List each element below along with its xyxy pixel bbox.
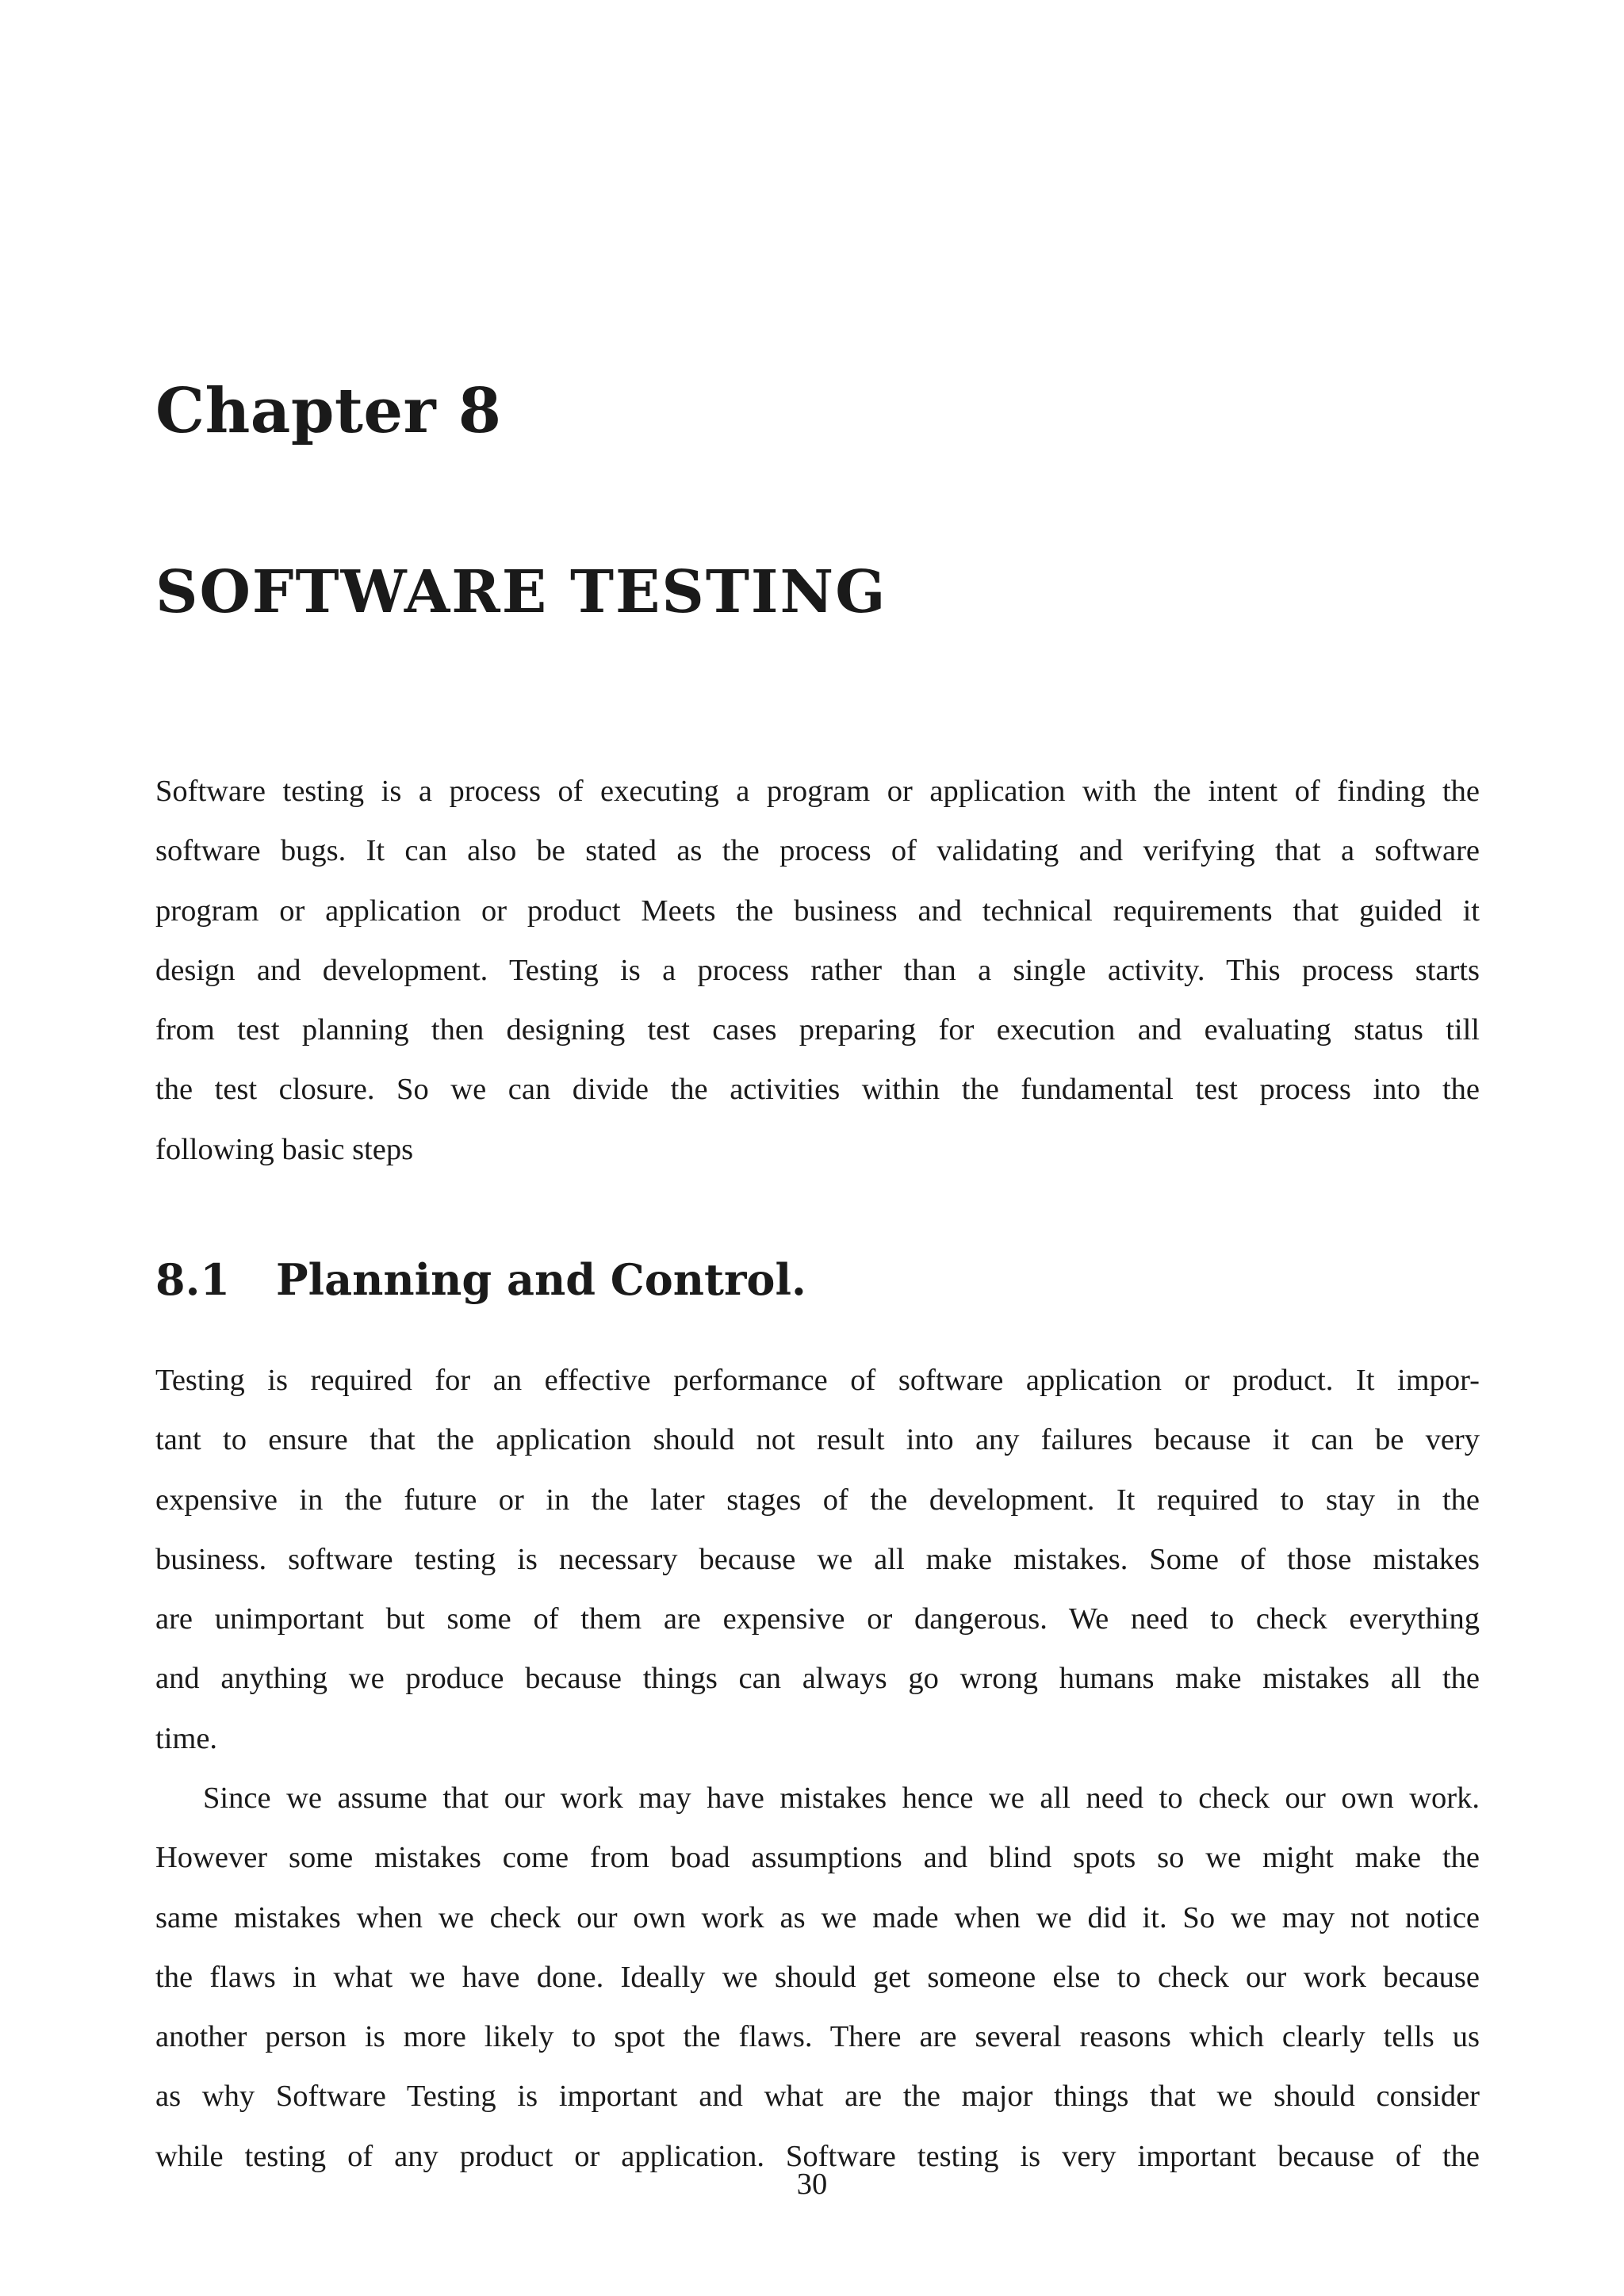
paragraph-line: expensive in the future or in the later stages of the development. It required to stay in the — [155, 1483, 1480, 1517]
paragraph-line: from test planning then designing test cases preparing for execution and evaluating status till — [155, 1013, 1480, 1047]
paragraph-line: program or application or product Meets the business and technical requirements that guided it — [155, 894, 1480, 928]
paragraph-line: Since we assume that our work may have mistakes hence we all need to check our own work. — [203, 1781, 1480, 1815]
chapter-title: SOFTWARE TESTING — [155, 558, 887, 626]
paragraph-line: Software testing is a process of executing a program or application with the intent of finding the — [155, 775, 1480, 808]
paragraph-line: business. software testing is necessary because we all make mistakes. Some of those mistakes — [155, 1542, 1480, 1576]
paragraph-line: while testing of any product or application. Software testing is very important because of the — [155, 2139, 1480, 2173]
section-title: Planning and Control. — [276, 1254, 806, 1305]
paragraph-line: following basic steps — [155, 1132, 414, 1166]
section-number: 8.1 — [155, 1254, 230, 1305]
paragraph-line: same mistakes when we check our own work as we made when we did it. So we may not notice — [155, 1900, 1480, 1934]
section-heading — [155, 1254, 806, 1305]
paragraph-line: another person is more likely to spot the flaws. There are several reasons which clearly tells us — [155, 2020, 1480, 2054]
paragraph-line: are unimportant but some of them are expensive or dangerous. We need to check everything — [155, 1602, 1480, 1636]
paragraph-line: design and development. Testing is a process rather than a single activity. This process starts — [155, 953, 1480, 987]
chapter-label: Chapter 8 — [155, 375, 502, 447]
paragraph-line: tant to ensure that the application should not result into any failures because it can be very — [155, 1423, 1480, 1457]
page-number: 30 — [796, 2168, 828, 2201]
paragraph-line: time. — [155, 1721, 218, 1755]
paragraph-line: software bugs. It can also be stated as the process of validating and verifying that a software — [155, 834, 1480, 868]
paragraph-line: the test closure. So we can divide the activities within the fundamental test process into the — [155, 1073, 1480, 1107]
section-paragraph-2 — [155, 1769, 1480, 2187]
paragraph-line: as why Software Testing is important and what are the major things that we should consider — [155, 2080, 1480, 2114]
paragraph-line: However some mistakes come from boad assumptions and blind spots so we might make the — [155, 1841, 1480, 1875]
intro-paragraph — [155, 762, 1480, 1180]
section-paragraph-1 — [155, 1351, 1480, 1769]
paragraph-line: and anything we produce because things can always go wrong humans make mistakes all the — [155, 1662, 1480, 1696]
paragraph-line: Testing is required for an effective performance of software application or product. It impor- — [155, 1364, 1480, 1397]
paragraph-line: the flaws in what we have done. Ideally we should get someone else to check our work because — [155, 1960, 1480, 1994]
